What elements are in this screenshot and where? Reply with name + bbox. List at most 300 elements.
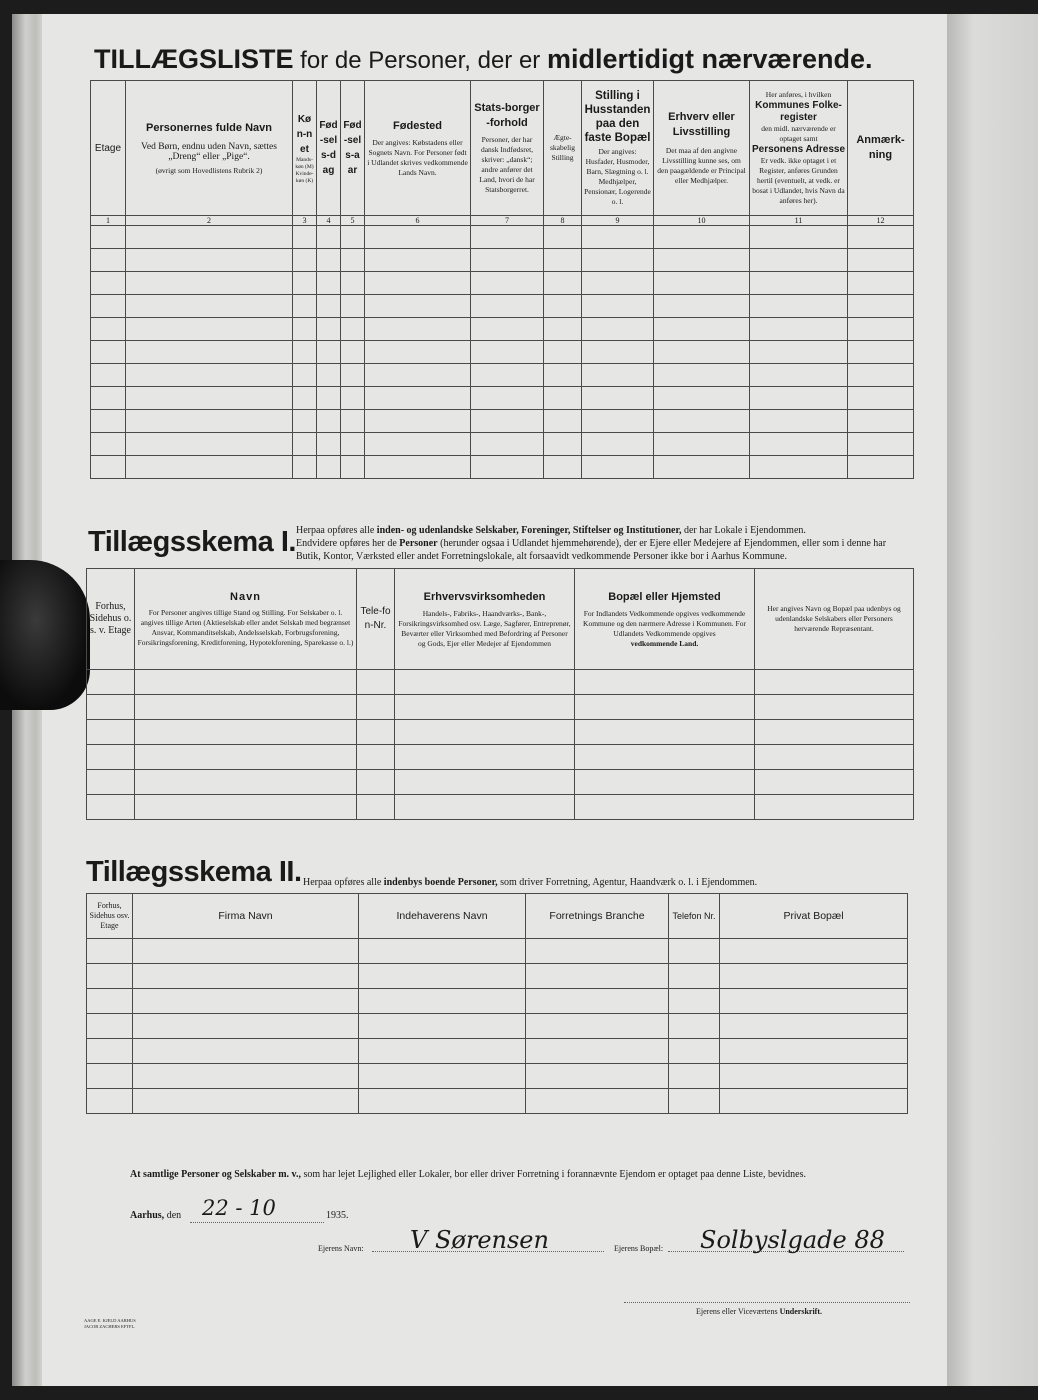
table-cell [848, 456, 914, 479]
table-cell [365, 410, 471, 433]
table-cell [582, 226, 654, 249]
table-cell [365, 387, 471, 410]
table-cell [133, 939, 359, 964]
table-cell [575, 670, 755, 695]
table-cell [669, 1064, 720, 1089]
table-cell [293, 456, 317, 479]
table-cell [526, 964, 669, 989]
table-cell [126, 341, 293, 364]
table-row [87, 1089, 908, 1114]
table-cell [750, 295, 848, 318]
table-cell [750, 387, 848, 410]
table-cell [669, 1039, 720, 1064]
table-cell [575, 720, 755, 745]
table-cell [365, 295, 471, 318]
table-cell [575, 770, 755, 795]
col-register-head: Kommunes Folke-register [755, 100, 842, 123]
table-cell [341, 456, 365, 479]
table-cell [544, 433, 582, 456]
table-cell [750, 456, 848, 479]
col-household-sub: Der angives: Husfader, Husmoder, Barn, Slægtning o. l. Medhjælper, Pensionær, Logerende o. l. [584, 147, 651, 206]
table-cell [750, 364, 848, 387]
table-cell [317, 341, 341, 364]
skema1-header-row [87, 569, 914, 670]
table-cell [293, 410, 317, 433]
table-cell [848, 364, 914, 387]
table-cell [126, 410, 293, 433]
table-cell [544, 226, 582, 249]
skema2-intro [303, 876, 923, 889]
table-cell [848, 433, 914, 456]
table-cell [755, 695, 914, 720]
col-register-pre: Her anføres, i hvilken [765, 90, 832, 99]
table-cell [526, 939, 669, 964]
table-cell [357, 745, 395, 770]
table-cell [359, 1014, 526, 1039]
skema1-table [86, 568, 914, 820]
table-cell [87, 695, 135, 720]
table-cell [544, 272, 582, 295]
table-row [87, 745, 914, 770]
table-cell [87, 670, 135, 695]
table-cell [357, 720, 395, 745]
table-cell [654, 226, 750, 249]
table-cell [526, 989, 669, 1014]
table-cell [750, 410, 848, 433]
table-cell [575, 745, 755, 770]
table-cell [365, 226, 471, 249]
table-cell [135, 745, 357, 770]
table-cell [359, 939, 526, 964]
table-cell [317, 318, 341, 341]
table-cell [317, 249, 341, 272]
table-cell [471, 272, 544, 295]
table-cell [750, 318, 848, 341]
table-cell [317, 295, 341, 318]
date-field [190, 1222, 324, 1223]
skema2-col-branch: Forretnings Branche [549, 909, 645, 922]
col-occupation-head: Erhverv eller Livsstilling [668, 111, 735, 138]
col-etage: Etage [94, 142, 122, 154]
table-cell [293, 272, 317, 295]
facing-page-edge [947, 14, 1038, 1386]
table-cell [582, 318, 654, 341]
table-cell [669, 1014, 720, 1039]
table-cell [365, 318, 471, 341]
table-cell [654, 410, 750, 433]
table-cell [848, 387, 914, 410]
table-cell [293, 341, 317, 364]
table-cell [848, 249, 914, 272]
thumb-holding-page [0, 560, 90, 710]
col-register-address: Personens Adresse [752, 144, 846, 155]
col-register-sub: Er vedk. ikke optaget i et Register, anføres Grunden hertil (eventuelt, at vedk. er bosat i Udlandet, hvis Navn da anføres her). [752, 156, 845, 205]
table-cell [471, 295, 544, 318]
table-cell [471, 456, 544, 479]
table-cell [544, 456, 582, 479]
table-cell [341, 364, 365, 387]
table-cell [126, 318, 293, 341]
table-cell [669, 1089, 720, 1114]
table-cell [359, 1089, 526, 1114]
table-cell [526, 1089, 669, 1114]
table-cell [582, 272, 654, 295]
den-label: den [166, 1210, 182, 1221]
table-cell [848, 410, 914, 433]
table-cell [341, 318, 365, 341]
table-cell [654, 433, 750, 456]
owner-address-handwritten: Solbyslgade 88 [700, 1226, 885, 1254]
table-cell [544, 318, 582, 341]
col-birthday: Fød-sels-dag [319, 120, 338, 176]
table-row [87, 989, 908, 1014]
printer-imprint: AAGE E. KJELD AARHUS JACOB ZACHERS EFTFL. [84, 1318, 136, 1329]
signature-label [696, 1307, 822, 1316]
table-cell [544, 364, 582, 387]
table-cell [91, 364, 126, 387]
table-row [87, 1014, 908, 1039]
table-cell [575, 695, 755, 720]
skema2-col-etage: Forhus, Sidehus osv. Etage [89, 901, 130, 930]
table-cell [135, 770, 357, 795]
table-cell [755, 795, 914, 820]
col-num: 12 [848, 216, 914, 226]
col-citizenship-sub: Personer, der har dansk Indfødsret, skriver: „dansk“; andre anfører det Land, hvori de har Statsborgerret. [479, 135, 535, 194]
table-cell [654, 295, 750, 318]
main-header-row [91, 81, 914, 216]
table-cell [317, 226, 341, 249]
skema1-title: Tillægsskema I. [88, 526, 296, 558]
col-remark: Anmærk-ning [856, 134, 905, 161]
table-cell [755, 745, 914, 770]
table-cell [526, 1064, 669, 1089]
table-cell [341, 410, 365, 433]
col-num: 9 [582, 216, 654, 226]
table-cell [91, 249, 126, 272]
table-row [87, 1064, 908, 1089]
table-cell [293, 249, 317, 272]
table-row [91, 364, 914, 387]
table-row [91, 295, 914, 318]
table-cell [575, 795, 755, 820]
table-cell [91, 226, 126, 249]
table-row [87, 695, 914, 720]
table-cell [395, 795, 575, 820]
table-cell [293, 433, 317, 456]
skema2-col-phone: Telefon Nr. [672, 910, 716, 921]
table-cell [654, 456, 750, 479]
table-cell [848, 295, 914, 318]
table-row [87, 720, 914, 745]
intro-bold: indenbys boende Personer, [383, 877, 498, 888]
col-num: 5 [341, 216, 365, 226]
col-birthyear: Fød-sels-aar [343, 120, 362, 176]
signature-label-text: Ejerens eller Viceværtens [696, 1307, 780, 1316]
table-cell [848, 226, 914, 249]
table-cell [471, 249, 544, 272]
table-row [91, 249, 914, 272]
table-row [91, 433, 914, 456]
table-cell [293, 226, 317, 249]
table-cell [720, 1014, 908, 1039]
table-cell [750, 226, 848, 249]
col-name-sub2: (øvrigt som Hovedlistens Rubrik 2) [155, 165, 263, 175]
declaration-bold: At samtlige Personer og Selskaber m. v., [130, 1169, 302, 1180]
table-cell [135, 795, 357, 820]
table-cell [359, 989, 526, 1014]
table-cell [87, 745, 135, 770]
skema2-table [86, 893, 908, 1114]
title-bold: TILLÆGSLISTE [94, 44, 294, 74]
intro-text: (herunder ogsaa i Udlandet hjemmehørende), der er Ejere eller Medejere af Ejendommen, eller som i denne har Butik, Kontor, Værksted eller andet Forretningslokale, alt forsaavidt vedkommende Personer ikke bor i Aarhus Kommune. [296, 538, 887, 562]
skema1-col-representative: Her angives Navn og Bopæl paa udenbys og udenlandske Selskabers eller Personers herværende Repræsentant. [767, 604, 901, 633]
table-cell [91, 341, 126, 364]
table-cell [91, 272, 126, 295]
col-num: 11 [750, 216, 848, 226]
col-birthplace-head: Fødested [393, 119, 442, 132]
title-mid: for de Personer, der er [293, 47, 547, 74]
skema1-col-residence-sub: For Indlandets Vedkommende opgives vedkommende Kommune og den nærmere Adresse i Kommunen. For Udlandets Vedkommende opgives [583, 608, 746, 638]
table-cell [471, 364, 544, 387]
table-cell [669, 939, 720, 964]
table-cell [395, 770, 575, 795]
table-cell [317, 433, 341, 456]
table-cell [720, 1039, 908, 1064]
table-cell [755, 670, 914, 695]
table-cell [395, 720, 575, 745]
table-cell [135, 720, 357, 745]
table-cell [359, 1039, 526, 1064]
table-row [91, 410, 914, 433]
col-num: 8 [544, 216, 582, 226]
table-cell [395, 670, 575, 695]
col-citizenship-head: Stats-borger-forhold [474, 102, 540, 129]
table-cell [365, 272, 471, 295]
table-cell [357, 795, 395, 820]
col-occupation-sub: Det maa af den angivne Livsstilling kunne ses, om den paagældende er Principal eller Medhjælper. [657, 146, 746, 185]
table-cell [133, 1039, 359, 1064]
table-cell [755, 770, 914, 795]
table-cell [720, 989, 908, 1014]
year-label: 1935. [326, 1210, 349, 1221]
table-cell [582, 456, 654, 479]
table-cell [720, 1089, 908, 1114]
col-register-mid: den midl. nærværende er optaget samt [761, 124, 836, 143]
table-cell [126, 295, 293, 318]
skema2-title: Tillægsskema II. [86, 856, 302, 888]
table-cell [582, 341, 654, 364]
table-cell [359, 964, 526, 989]
table-cell [395, 695, 575, 720]
table-cell [87, 964, 133, 989]
intro-text: der har Lokale i Ejendommen. [681, 525, 806, 536]
table-cell [341, 295, 365, 318]
owner-address-label: Ejerens Bopæl: [614, 1244, 664, 1253]
skema1-intro [296, 524, 912, 563]
col-birthplace-sub: Der angives: Købstadens eller Sognets Navn. For Personer født i Udlandet skrives vedkommende Lands Navn. [367, 137, 468, 177]
skema2-table-body [87, 939, 908, 1114]
table-cell [365, 341, 471, 364]
table-cell [365, 249, 471, 272]
table-cell [471, 226, 544, 249]
skema1-col-name-sub: For Personer angives tillige Stand og Stilling. For Selskaber o. l. angives tillige Arten (Aktieselskab eller andet Selskab med begrænset Ansvar, Kommanditselskab, Andelsselskab, Forbrugsforening, Forsikringsforening, Kreditforening, Hypotekforening, Sparekasse o. l.) [137, 608, 354, 647]
col-gender-sub: Mands-køn (M) Kvinde-køn (K) [295, 156, 314, 184]
col-num: 3 [293, 216, 317, 226]
table-cell [471, 318, 544, 341]
table-cell [133, 964, 359, 989]
table-cell [126, 387, 293, 410]
owner-name-handwritten: V Sørensen [410, 1226, 549, 1254]
table-cell [654, 364, 750, 387]
table-cell [357, 770, 395, 795]
table-cell [91, 433, 126, 456]
table-cell [720, 939, 908, 964]
table-cell [293, 295, 317, 318]
table-cell [91, 387, 126, 410]
table-cell [317, 272, 341, 295]
col-num: 7 [471, 216, 544, 226]
table-cell [848, 272, 914, 295]
skema1-col-business-head: Erhvervsvirksomheden [423, 590, 546, 603]
col-num: 10 [654, 216, 750, 226]
table-cell [87, 1039, 133, 1064]
declaration-text: som har lejet Lejlighed eller Lokaler, bor eller driver Forretning i forannævnte Ejendom er optaget paa denne Liste, bevidnes. [301, 1169, 806, 1180]
table-cell [317, 456, 341, 479]
table-cell [91, 295, 126, 318]
table-cell [359, 1064, 526, 1089]
table-cell [126, 364, 293, 387]
table-cell [654, 272, 750, 295]
table-cell [293, 318, 317, 341]
table-cell [293, 387, 317, 410]
table-cell [544, 410, 582, 433]
table-cell [87, 770, 135, 795]
table-cell [133, 1014, 359, 1039]
table-cell [471, 387, 544, 410]
intro-text: Endvidere opføres her de [296, 538, 400, 549]
table-cell [365, 433, 471, 456]
table-cell [365, 364, 471, 387]
table-cell [341, 387, 365, 410]
table-cell [87, 720, 135, 745]
table-cell [848, 318, 914, 341]
page-title [94, 44, 894, 75]
table-cell [317, 387, 341, 410]
skema1-col-business-sub: Handels-, Fabriks-, Haandværks-, Bank-, Forsikringsvirksomhed osv. Læge, Sagfører, Entreprenør, Beværter eller Virksomhed med Befordring af Personer og Gods, Ejer eller Medejer af Ejendommen [398, 608, 571, 648]
table-row [91, 226, 914, 249]
table-cell [341, 249, 365, 272]
table-cell [87, 795, 135, 820]
table-cell [126, 456, 293, 479]
table-cell [750, 272, 848, 295]
table-cell [582, 249, 654, 272]
table-cell [126, 272, 293, 295]
table-cell [341, 433, 365, 456]
table-cell [365, 456, 471, 479]
table-cell [395, 745, 575, 770]
date-handwritten: 22 - 10 [202, 1196, 276, 1220]
main-number-row [91, 216, 914, 226]
table-cell [471, 433, 544, 456]
table-row [87, 964, 908, 989]
table-cell [669, 989, 720, 1014]
table-cell [126, 226, 293, 249]
col-marital: Ægte-skabelig Stilling [550, 133, 575, 162]
table-cell [848, 341, 914, 364]
skema1-col-residence-head: Bopæl eller Hjemsted [608, 590, 721, 603]
table-cell [135, 695, 357, 720]
table-cell [133, 989, 359, 1014]
intro-text: som driver Forretning, Agentur, Haandværk o. l. i Ejendommen. [497, 877, 758, 888]
table-cell [526, 1039, 669, 1064]
col-name-head: Personernes fulde Navn [146, 121, 272, 134]
table-cell [654, 387, 750, 410]
table-row [91, 318, 914, 341]
table-cell [87, 939, 133, 964]
table-cell [126, 249, 293, 272]
table-cell [544, 295, 582, 318]
table-cell [582, 387, 654, 410]
table-cell [471, 410, 544, 433]
table-cell [526, 1014, 669, 1039]
table-cell [582, 295, 654, 318]
table-cell [654, 341, 750, 364]
signature-label-bold: Underskrift. [779, 1307, 823, 1316]
col-num: 6 [365, 216, 471, 226]
table-row [87, 939, 908, 964]
skema2-col-private-address: Privat Bopæl [783, 909, 844, 922]
table-row [91, 341, 914, 364]
col-household-head: Stilling i Husstanden paa den faste Bopæl [584, 90, 651, 144]
table-cell [87, 1014, 133, 1039]
skema1-col-phone: Tele-fon-Nr. [360, 606, 391, 631]
table-cell [91, 410, 126, 433]
table-cell [133, 1064, 359, 1089]
table-cell [91, 318, 126, 341]
table-cell [654, 249, 750, 272]
title-bold-2: midlertidigt nærværende. [546, 44, 873, 74]
skema1-col-residence-bold: vedkommende Land. [630, 638, 699, 648]
table-cell [135, 670, 357, 695]
table-row [87, 1039, 908, 1064]
skema1-table-body [87, 670, 914, 820]
col-num: 1 [91, 216, 126, 226]
table-cell [669, 964, 720, 989]
table-cell [720, 964, 908, 989]
table-cell [582, 433, 654, 456]
table-cell [341, 226, 365, 249]
city-label: Aarhus, [130, 1210, 165, 1221]
col-num: 2 [126, 216, 293, 226]
skema1-col-etage: Forhus, Sidehus o. s. v. Etage [89, 601, 132, 636]
table-row [91, 272, 914, 295]
owner-name-label: Ejerens Navn: [318, 1244, 364, 1253]
skema2-col-firm: Firma Navn [218, 909, 273, 922]
table-row [91, 456, 914, 479]
intro-bold: Personer [399, 538, 438, 549]
skema1-col-name-head: Navn [230, 591, 261, 603]
table-cell [582, 410, 654, 433]
table-cell [341, 272, 365, 295]
date-line [130, 1210, 181, 1221]
table-cell [544, 341, 582, 364]
table-row [91, 387, 914, 410]
table-cell [91, 456, 126, 479]
table-cell [133, 1089, 359, 1114]
table-cell [544, 387, 582, 410]
table-cell [87, 989, 133, 1014]
table-cell [293, 364, 317, 387]
